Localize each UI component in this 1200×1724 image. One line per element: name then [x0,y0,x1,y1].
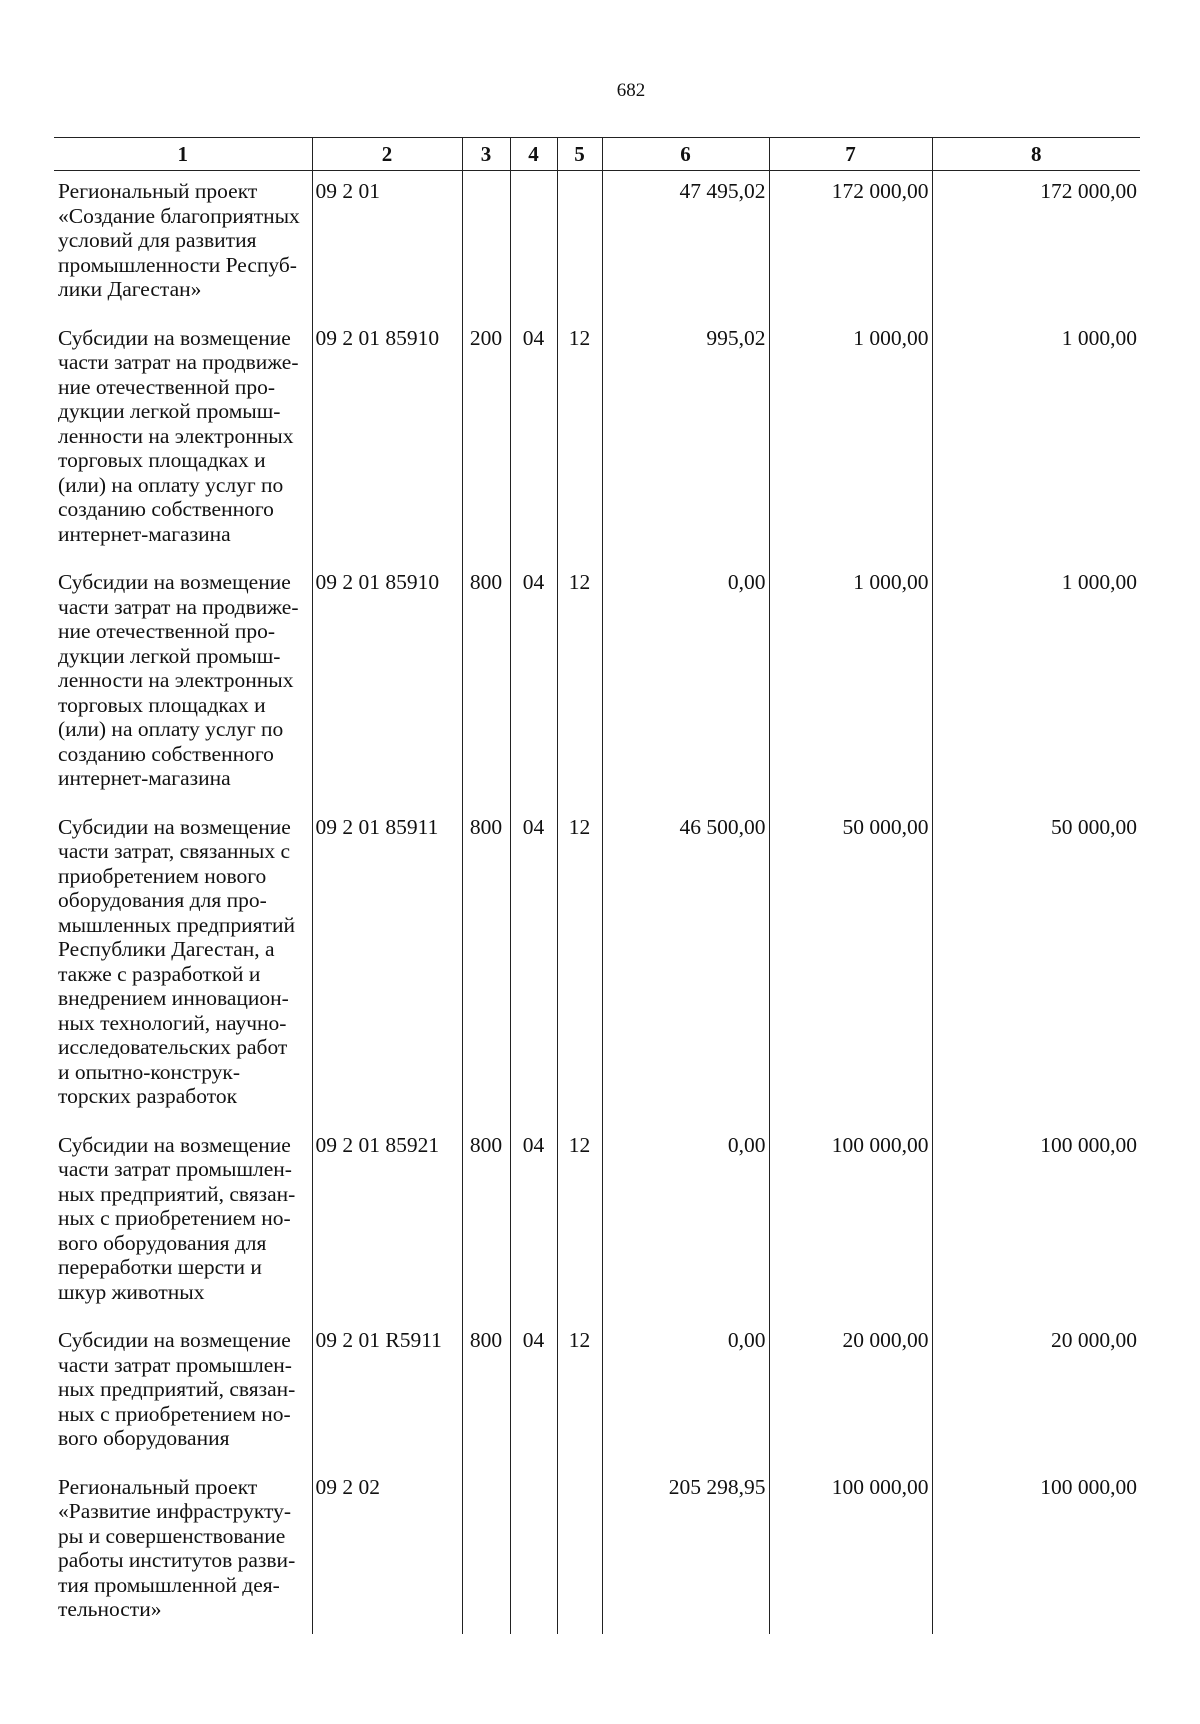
row-amount-col6: 0,00 [602,562,769,807]
row-code: 09 2 02 [312,1467,462,1634]
row-name-cell [54,807,312,1125]
row-amount-col8: 50 000,00 [932,807,1140,1125]
row-name-line: шкур животных [58,1279,205,1304]
row-code: 09 2 01 85921 [312,1125,462,1321]
row-name-line: части затрат промышлен- [58,1352,292,1377]
row-amount-col7: 100 000,00 [769,1467,932,1634]
row-name-line: мышленных предприятий [58,912,295,937]
row-amount-col8: 100 000,00 [932,1125,1140,1321]
row-name-line: оборудования для про- [58,888,267,912]
row-name-line: (или) на оплату услуг по [58,472,284,497]
row-name-line: переработки шерсти и [58,1255,262,1279]
row-name-line: также с разработкой и [58,961,261,986]
row-section: 04 [510,1320,557,1467]
row-name-line: ры и совершенствование [58,1523,286,1548]
row-name-cell [54,562,312,807]
row-name-line: части затрат на продвиже- [58,350,299,374]
row-name-line: созданию собственного [58,741,274,766]
row-name-line: условий для развития [58,228,257,252]
header-col-7: 7 [769,138,932,171]
row-name-line: дукции легкой промыш- [58,399,281,423]
row-amount-col8: 20 000,00 [932,1320,1140,1467]
row-name-line: ных предприятий, связан- [58,1377,296,1401]
row-expense-type: 800 [462,1125,510,1321]
row-section [510,1467,557,1634]
row-subsection: 12 [557,807,602,1125]
row-name-line: созданию собственного [58,497,274,521]
table-row [54,171,1140,318]
row-amount-col7: 1 000,00 [769,562,932,807]
row-amount-col6: 47 495,02 [602,171,769,318]
row-name-cell [54,318,312,563]
row-name-line: ленности на электронных [58,668,294,692]
row-amount-col8: 172 000,00 [932,171,1140,318]
row-name-line: «Создание благоприятных [58,203,300,228]
row-name-line: и опытно-конструк- [58,1059,241,1084]
row-name-line: интернет-магазина [58,766,231,790]
row-name-line: части затрат на продвиже- [58,594,299,619]
header-col-4: 4 [510,138,557,171]
header-col-3: 3 [462,138,510,171]
table-row [54,1467,1140,1634]
row-section: 04 [510,807,557,1125]
header-col-8: 8 [932,138,1140,171]
header-col-6: 6 [602,138,769,171]
row-name-line: «Развитие инфраструкту- [58,1499,292,1523]
row-name-line: Субсидии на возмещение [58,814,291,839]
row-name-line: ленности на электронных [58,423,294,448]
row-amount-col7: 172 000,00 [769,171,932,318]
table-row [54,318,1140,563]
row-name-cell [54,1320,312,1467]
row-subsection: 12 [557,562,602,807]
row-subsection [557,1467,602,1634]
row-name-line: Субсидии на возмещение [58,325,291,350]
row-expense-type [462,1467,510,1634]
table-header [54,138,1140,171]
row-name-line: ние отечественной про- [58,374,276,399]
row-name-line: интернет-магазина [58,521,231,546]
row-amount-col8: 100 000,00 [932,1467,1140,1634]
row-amount-col6: 0,00 [602,1125,769,1321]
row-name-cell [54,171,312,318]
row-code: 09 2 01 85911 [312,807,462,1125]
row-subsection [557,171,602,318]
row-name-line: Субсидии на возмещение [58,1132,291,1157]
row-name-line: (или) на оплату услуг по [58,717,284,741]
header-col-1: 1 [54,138,312,171]
table-row [54,807,1140,1125]
row-amount-col7: 20 000,00 [769,1320,932,1467]
row-section: 04 [510,1125,557,1321]
row-expense-type: 800 [462,1320,510,1467]
row-section: 04 [510,562,557,807]
row-name-line: торговых площадках и [58,448,266,472]
row-name-line: ние отечественной про- [58,619,276,643]
row-name-line: ных с приобретением но- [58,1401,291,1426]
row-amount-col7: 1 000,00 [769,318,932,563]
row-amount-col6: 205 298,95 [602,1467,769,1634]
row-amount-col8: 1 000,00 [932,318,1140,563]
row-name-line: Субсидии на возмещение [58,1328,291,1352]
header-col-2: 2 [312,138,462,171]
row-name-line: вого оборудования для [58,1230,267,1255]
row-name-line: тия промышленной дея- [58,1572,280,1597]
row-amount-col6: 995,02 [602,318,769,563]
row-name-line: ных предприятий, связан- [58,1181,296,1206]
row-name-line: тельности» [58,1597,162,1621]
row-code: 09 2 01 R5911 [312,1320,462,1467]
table-row [54,1320,1140,1467]
row-subsection: 12 [557,318,602,563]
row-expense-type [462,171,510,318]
row-expense-type: 800 [462,562,510,807]
row-name-line: внедрением инновацион- [58,986,289,1010]
row-name-line: ных технологий, научно- [58,1010,287,1035]
row-name-line: Региональный проект [58,179,258,203]
row-expense-type: 200 [462,318,510,563]
budget-table [54,137,1140,1634]
row-amount-col6: 46 500,00 [602,807,769,1125]
row-amount-col7: 100 000,00 [769,1125,932,1321]
row-code: 09 2 01 [312,171,462,318]
row-name-line: торских разработок [58,1084,238,1108]
row-section: 04 [510,318,557,563]
row-name-line: Республики Дагестан, а [58,937,275,961]
row-name-line: торговых площадках и [58,692,266,717]
table-row [54,562,1140,807]
row-name-line: приобретением нового [58,863,267,888]
row-name-line: дукции легкой промыш- [58,643,281,668]
row-name-line: ных с приобретением но- [58,1206,291,1230]
table-body [54,171,1140,1634]
row-name-line: вого оборудования [58,1426,230,1450]
row-name-line: Субсидии на возмещение [58,570,291,594]
row-amount-col6: 0,00 [602,1320,769,1467]
row-name-line: работы институтов разви- [58,1548,296,1572]
row-amount-col7: 50 000,00 [769,807,932,1125]
row-name-line: промышленности Респуб- [58,252,297,277]
header-row [54,138,1140,171]
row-subsection: 12 [557,1320,602,1467]
header-col-5: 5 [557,138,602,171]
row-name-line: Региональный проект [58,1474,258,1499]
row-code: 09 2 01 85910 [312,562,462,807]
row-name-cell [54,1125,312,1321]
table-row [54,1125,1140,1321]
row-name-line: части затрат, связанных с [58,839,291,863]
row-name-line: лики Дагестан» [58,277,202,301]
page-number: 682 [616,80,646,101]
row-name-line: исследовательских работ [58,1035,288,1059]
row-expense-type: 800 [462,807,510,1125]
row-name-cell [54,1467,312,1634]
row-code: 09 2 01 85910 [312,318,462,563]
row-subsection: 12 [557,1125,602,1321]
row-name-line: части затрат промышлен- [58,1157,292,1181]
row-amount-col8: 1 000,00 [932,562,1140,807]
row-section [510,171,557,318]
